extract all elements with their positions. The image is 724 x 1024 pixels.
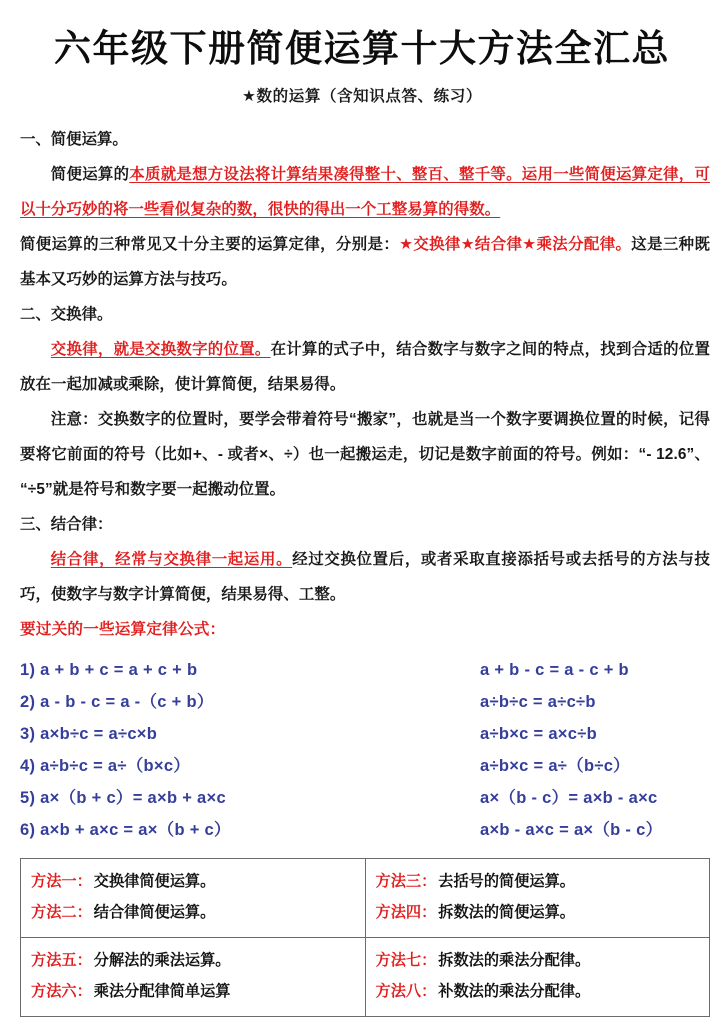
formula-left-2: 2) a - b - c = a -（c + b） xyxy=(20,692,214,711)
method-label: 方法八： xyxy=(375,982,437,1000)
s1-p2-lead: 简便运算的三种常见又十分主要的运算定律，分别是： xyxy=(20,235,400,253)
methods-cell-2 xyxy=(365,858,710,937)
section-heading-1: 一、简便运算。 xyxy=(20,130,128,148)
method-text: 分解法的乘法运算。 xyxy=(93,951,231,969)
method-text: 拆数法的乘法分配律。 xyxy=(438,951,591,969)
s3-p1-emphasis: 结合律，经常与交换律一起运用。 xyxy=(50,550,293,568)
method-text: 结合律简便运算。 xyxy=(93,903,216,921)
section-heading-2: 二、交换律。 xyxy=(20,305,113,323)
method-label: 方法六： xyxy=(31,982,92,1000)
table-row xyxy=(21,858,710,937)
method-label: 方法七： xyxy=(375,951,437,969)
list-item xyxy=(376,976,700,1007)
method-text: 乘法分配律简单运算 xyxy=(93,982,231,1000)
formula-left-5: 5) a×（b + c）= a×b + a×c xyxy=(20,788,226,807)
formulas-heading: 要过关的一些运算定律公式： xyxy=(20,620,226,638)
document-body xyxy=(0,122,724,648)
method-label: 方法一： xyxy=(31,872,92,890)
formula-left-4: 4) a÷b÷c = a÷（b×c） xyxy=(20,756,191,775)
method-label: 方法三： xyxy=(375,872,437,890)
method-label: 方法五： xyxy=(31,951,92,969)
formula-left-6: 6) a×b + a×c = a×（b + c） xyxy=(20,820,231,839)
list-item xyxy=(31,945,355,976)
section-1-paragraph-2 xyxy=(20,227,710,297)
formula-left-1: 1) a + b + c = a + c + b xyxy=(20,660,198,679)
page-title: 六年级下册简便运算十大方法全汇总 xyxy=(54,29,670,70)
section-1-paragraph-1 xyxy=(20,157,710,227)
section-2-paragraph-1 xyxy=(20,332,710,402)
s2-p1-tail: 在计算的式子中，结合数字与数字之间的特点，找到合适的位置放在一起加减或乘除，使计算简便，结果易得。 xyxy=(20,340,710,393)
method-label: 方法二： xyxy=(31,903,92,921)
methods-cell-1 xyxy=(21,858,366,937)
formula-right-3: a÷b×c = a×c÷b xyxy=(480,724,597,743)
formula-right-5: a×（b - c）= a×b - a×c xyxy=(480,788,658,807)
page-subtitle: ★数的运算（含知识点答、练习） xyxy=(242,87,482,105)
s2-p1-emphasis: 交换律，就是交换数字的位置。 xyxy=(50,340,271,358)
list-item xyxy=(31,897,355,928)
method-text: 去括号的简便运算。 xyxy=(438,872,575,890)
formula-right-1: a + b - c = a - c + b xyxy=(480,660,629,679)
list-item xyxy=(376,945,700,976)
method-text: 交换律简便运算。 xyxy=(93,872,216,890)
method-text: 补数法的乘法分配律。 xyxy=(438,982,591,1000)
s1-p2-emphasis: ★交换律★结合律★乘法分配律。 xyxy=(399,235,632,253)
formula-left-3: 3) a×b÷c = a÷c×b xyxy=(20,724,158,743)
method-text: 拆数法的简便运算。 xyxy=(438,903,575,921)
formula-grid xyxy=(0,654,724,846)
section-heading-3: 三、结合律： xyxy=(20,515,113,533)
method-label: 方法四： xyxy=(375,903,437,921)
formula-right-4: a÷b×c = a÷（b÷c） xyxy=(480,756,630,775)
formula-right-6: a×b - a×c = a×（b - c） xyxy=(480,820,663,839)
list-item xyxy=(376,897,700,928)
s1-p2-tail: 这是三种既基本又巧妙的运算方法与技巧。 xyxy=(20,235,710,288)
s3-p1-tail: 经过交换位置后，或者采取直接添括号或去括号的方法与技巧，使数字与数字计算简便，结果易得、工整。 xyxy=(20,550,710,603)
list-item xyxy=(376,866,700,897)
section-2-paragraph-2: 注意：交换数字的位置时，要学会带着符号“搬家”，也就是当一个数字要调换位置的时候，记得要将它前面的符号（比如+、- 或者×、÷）也一起搬运走，切记是数字前面的符号。例如：“- 12.6”、“÷5”就是符号和数字要一起搬动位置。 xyxy=(20,410,710,498)
s1-p1-lead: 简便运算的 xyxy=(50,165,130,183)
list-item xyxy=(31,866,355,897)
formula-right-2: a÷b÷c = a÷c÷b xyxy=(480,692,596,711)
methods-cell-3 xyxy=(21,937,366,1016)
s1-p1-emphasis: 本质就是想方设法将计算结果凑得整十、整百、整千等。运用一些简便运算定律，可以十分巧妙的将一些看似复杂的数，很快的得出一个工整易算的得数。 xyxy=(20,165,710,218)
list-item xyxy=(31,976,355,1007)
methods-cell-4 xyxy=(365,937,710,1016)
methods-table xyxy=(20,858,710,1017)
section-3-paragraph-1 xyxy=(20,542,710,612)
table-row xyxy=(21,937,710,1016)
